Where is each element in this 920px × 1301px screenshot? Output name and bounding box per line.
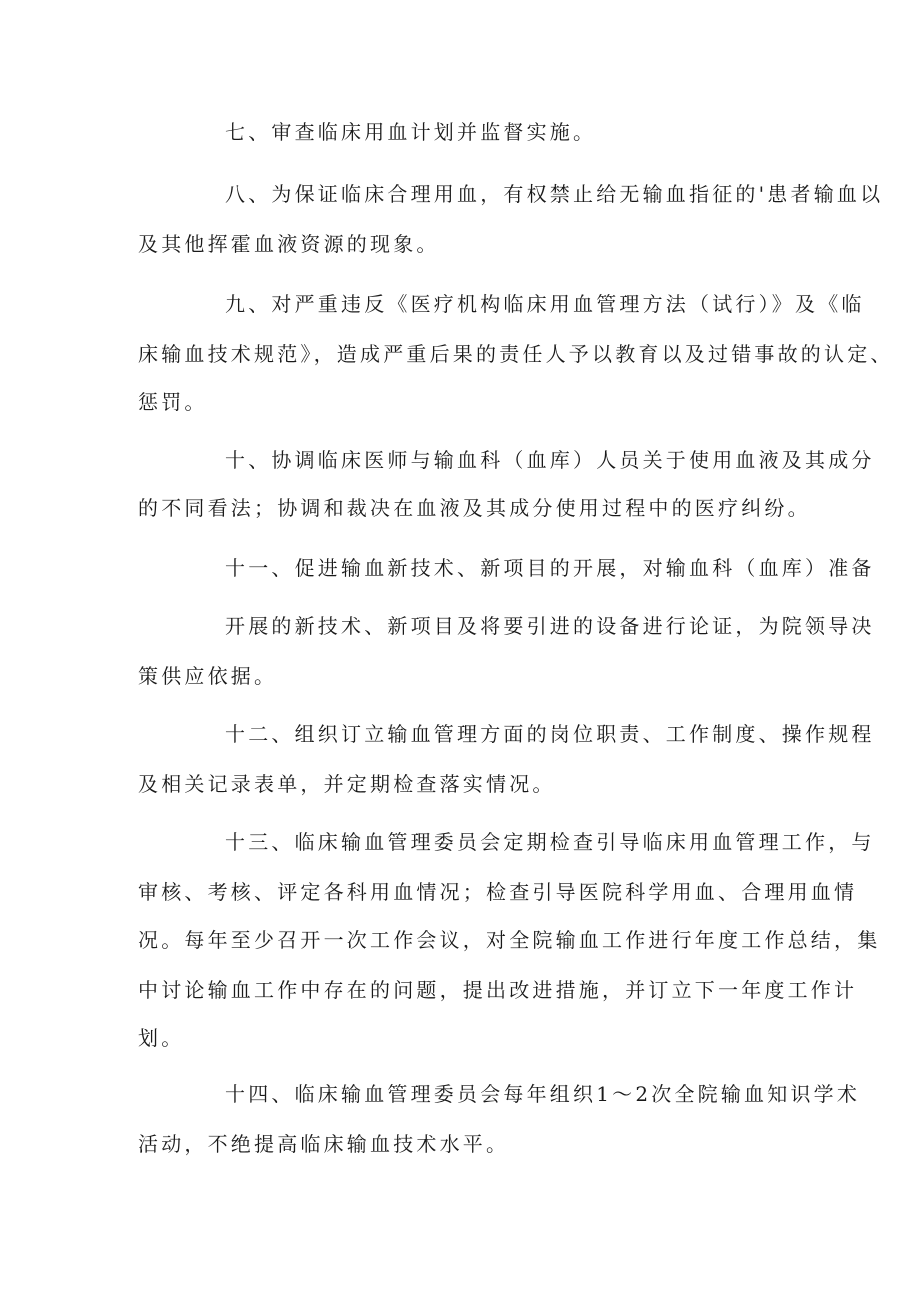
paragraph-14-line-1: 十四、临床输血管理委员会每年组织1～2次全院输血知识学术	[225, 1082, 861, 1106]
paragraph-13-line-5: 划。	[138, 1026, 185, 1050]
paragraph-14-line-2: 活动，不绝提高临床输血技术水平。	[138, 1132, 510, 1156]
paragraph-13-line-3: 况。每年至少召开一次工作会议，对全院输血工作进行年度工作总结，集	[138, 928, 881, 952]
paragraph-8-line-1: 八、为保证临床合理用血，有权禁止给无输血指征的'患者输血以	[225, 182, 884, 206]
paragraph-11-line-2: 开展的新技术、新项目及将要引进的设备进行论证，为院领导决	[225, 614, 875, 638]
paragraph-7-line-1: 七、审查临床用血计划并监督实施。	[225, 120, 597, 144]
paragraph-10-line-2: 的不同看法；协调和裁决在血液及其成分使用过程中的医疗纠纷。	[138, 496, 811, 520]
paragraph-13-line-2: 审核、考核、评定各科用血情况；检查引导医院科学用血、合理用血情	[138, 880, 858, 904]
paragraph-8-line-2: 及其他挥霍血液资源的现象。	[138, 232, 440, 256]
paragraph-12-line-1: 十二、组织订立输血管理方面的岗位职责、工作制度、操作规程	[225, 722, 875, 746]
paragraph-9-line-3: 惩罚。	[138, 390, 208, 414]
paragraph-10-line-1: 十、协调临床医师与输血科（血库）人员关于使用血液及其成分	[225, 448, 875, 472]
paragraph-13-line-1: 十三、临床输血管理委员会定期检查引导临床用血管理工作，与	[225, 830, 875, 854]
paragraph-11-line-3: 策供应依据。	[138, 664, 278, 688]
paragraph-9-line-1: 九、对严重违反《医疗机构临床用血管理方法（试行）》及《临	[225, 292, 865, 316]
paragraph-9-line-2: 床输血技术规范》，造成严重后果的责任人予以教育以及过错事故的认定、	[138, 342, 894, 366]
paragraph-11-line-1: 十一、促进输血新技术、新项目的开展，对输血科（血库）准备	[225, 556, 875, 580]
paragraph-12-line-2: 及相关记录表单，并定期检查落实情况。	[138, 772, 556, 796]
paragraph-13-line-4: 中讨论输血工作中存在的问题，提出改进措施，并订立下一年度工作计	[138, 978, 858, 1002]
